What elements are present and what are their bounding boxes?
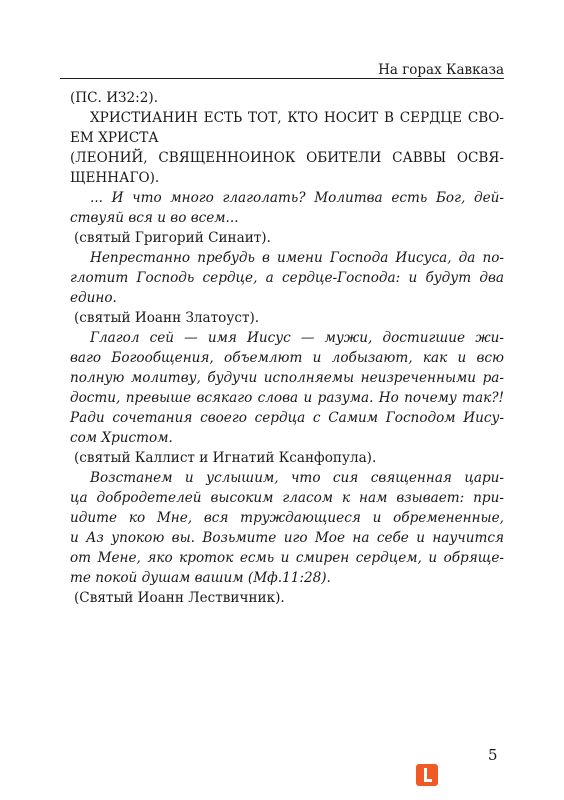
- text-line: Возстанем и услышим, что сия священная цари-: [90, 470, 504, 486]
- text-line: Непрестанно пребудь в имени Господа Иисуса, да по-: [90, 250, 504, 266]
- text-line: ствуяй вся и во всем...: [70, 210, 239, 226]
- text-line: ... И что много глаголать? Молитва есть Бог, дей-: [90, 190, 504, 206]
- page-body: [70, 88, 504, 608]
- text-line: ЕМ ХРИСТА: [70, 130, 159, 146]
- litres-logo-icon[interactable]: [416, 764, 438, 786]
- text-line: (ЛЕОНИЙ, СВЯЩЕННОИНОК ОБИТЕЛИ САВВЫ ОСВЯ-: [70, 150, 504, 166]
- attribution: (Святый Иоанн Лествичник).: [74, 590, 285, 606]
- header-rule: [60, 78, 504, 79]
- text-line: идите ко Мне, вся труждающиеся и обремененные,: [70, 510, 504, 526]
- page-number: 5: [488, 746, 498, 764]
- attribution: (святый Каллист и Игнатий Ксанфопула).: [74, 450, 377, 466]
- attribution: (святый Иоанн Златоуст).: [74, 310, 260, 326]
- text-line: полную молитву, будучи исполняемы неизреченными ра-: [70, 370, 504, 386]
- text-line: те покой душам вашим (Мф.11:28).: [70, 570, 331, 586]
- text-line: Глагол сей — имя Иисус — мужи, достигшие жи-: [90, 330, 504, 346]
- text-line: глотит Господь сердце, а сердце-Господа: и будут два: [70, 270, 504, 286]
- text-line: и Аз упокою вы. Возьмите иго Мое на себе и научится: [70, 530, 504, 546]
- text-line: (ПС. ИЗ2:2).: [70, 90, 159, 106]
- text-line: ХРИСТИАНИН ЕСТЬ ТОТ, КТО НОСИТ В СЕРДЦЕ СВО-: [90, 110, 504, 126]
- text-line: ваго Богообщения, объемлют и лобызают, как и всю: [70, 350, 504, 366]
- text-line: ЩЕННАГО).: [70, 170, 160, 186]
- text-line: сом Христом.: [70, 430, 173, 446]
- running-header: На горах Кавказа: [378, 62, 504, 78]
- text-line: дости, превыше всякаго слова и разума. Но почему так?!: [70, 390, 504, 406]
- text-line: ца добродетелей высоким гласом к нам взывает: при-: [70, 490, 504, 506]
- text-line: едино.: [70, 290, 117, 306]
- text-line: от Мене, яко кроток есмь и смирен сердцем, и обряще-: [70, 550, 504, 566]
- text-line: Ради сочетания своего сердца с Самим Господом Иису-: [70, 410, 504, 426]
- attribution: (святый Григорий Синаит).: [74, 230, 271, 246]
